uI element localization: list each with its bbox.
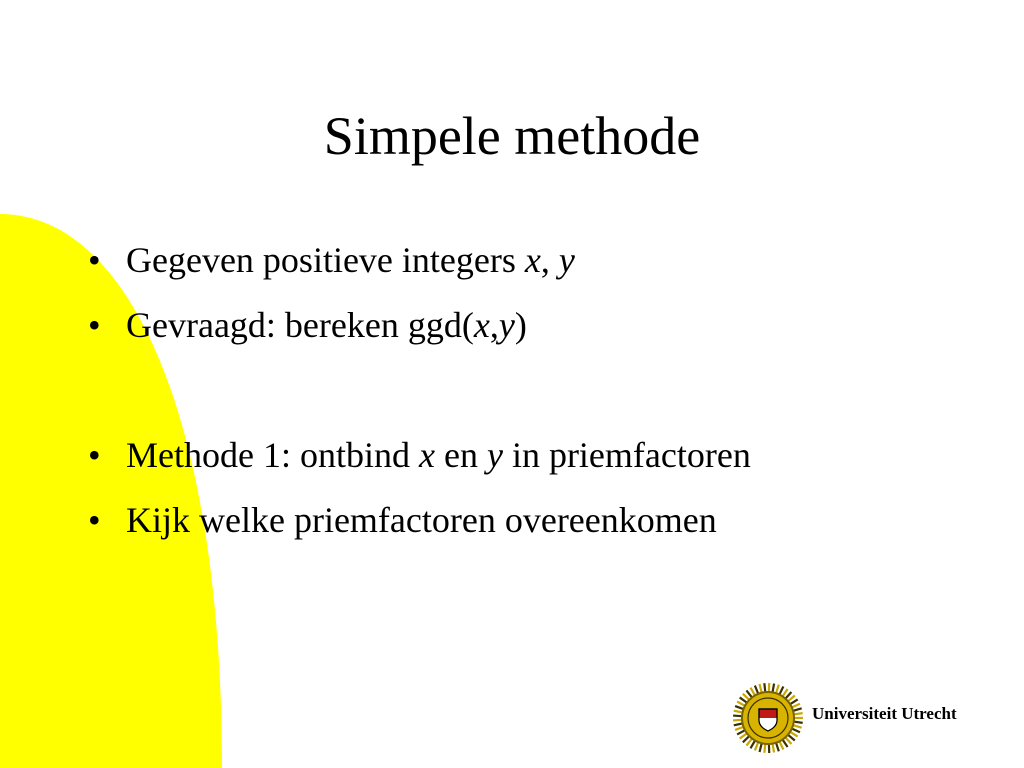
bullet-text-segment: in priemfactoren [502,435,751,475]
bullet-text-segment: Gevraagd: bereken ggd( [126,305,474,345]
bullet-dot: • [88,240,101,280]
bullet-text-segment: en [434,435,487,475]
bullet-text-segment: Kijk welke priemfactoren overeenkomen [126,500,717,540]
math-variable: y [558,240,575,280]
bullet-text [126,498,717,542]
university-name: Universiteit Utrecht [812,704,957,723]
math-variable: x [524,240,541,280]
bullet-dot: • [88,305,101,345]
bullet-text-segment: , [489,305,499,345]
slide-title: Simpele methode [323,106,701,166]
bullet-text-segment: Methode 1: ontbind [126,435,419,475]
bullet-dot: • [88,435,101,475]
math-variable: x [473,305,490,345]
university-logo [732,682,992,754]
math-variable: y [498,305,515,345]
bullet-text-segment: , [540,240,559,280]
bullet-text-segment: ) [514,305,527,345]
math-variable: y [486,435,503,475]
bullet-text [126,303,527,347]
bullet-text [126,238,575,282]
bullet-dot: • [88,500,101,540]
university-seal-icon [732,682,804,754]
bullet-text-segment: Gegeven positieve integers [126,240,525,280]
math-variable: x [418,435,435,475]
bullet-text [126,433,751,477]
